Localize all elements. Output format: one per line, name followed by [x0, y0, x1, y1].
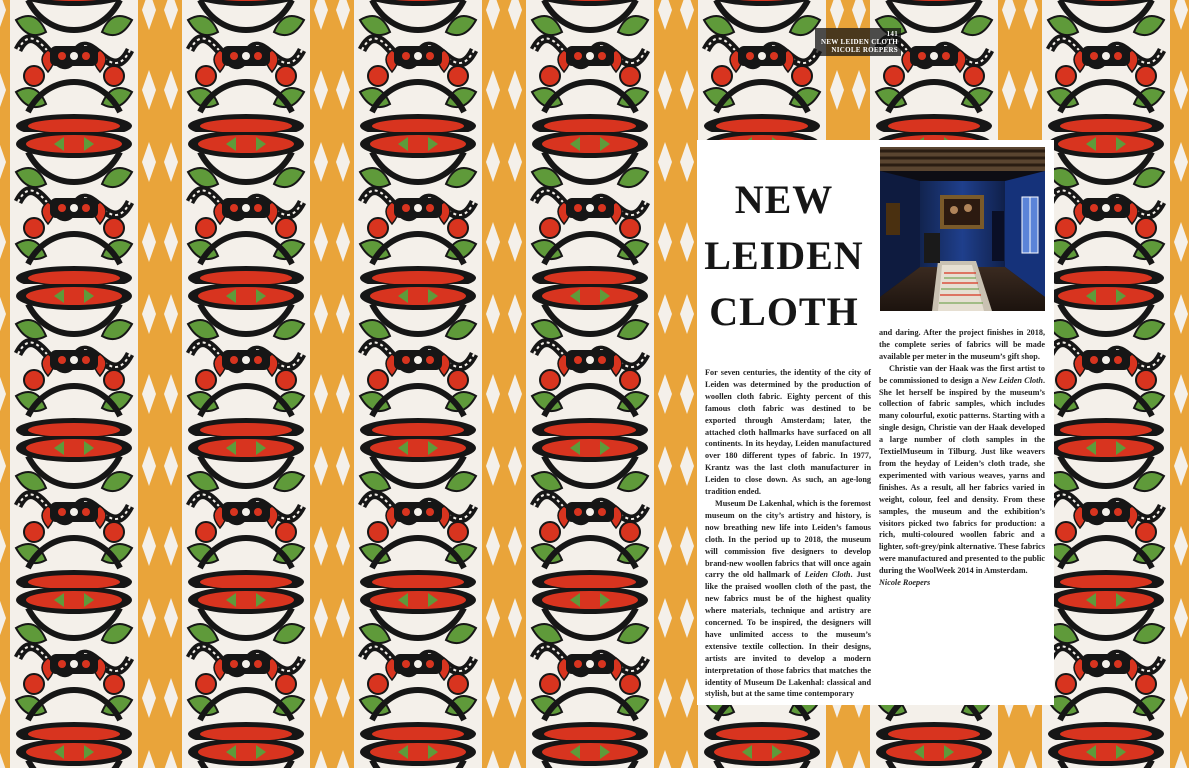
- article-column-right: [879, 327, 1045, 589]
- page-number: 141: [886, 30, 898, 38]
- title-line: CLOTH: [709, 289, 859, 334]
- paragraph-text: . Just like the praised woollen cloth of the past, the new fabrics must be of the highest quality where materials, technique and artistry are concerned. To be inspired, the designers will have unlimited access to the museum’s extensive textile collection. In their designs, artists are invited to develop a modern interpretation of those fabrics that matches the identity of Museum De Lakenhal: classical and stylish, but at the same time contemporary: [705, 570, 872, 699]
- paragraph: and daring. After the project finishes in 2018, the complete series of fabrics will be made available per meter in the museum’s gift shop.: [879, 328, 1045, 361]
- paragraph-text: Christie van der Haak was the first artist to be commissioned to design a: [879, 363, 1045, 385]
- emphasis-text: Leiden Cloth: [804, 570, 851, 580]
- author-signature: Nicole Roepers: [879, 578, 931, 588]
- title-line: LEIDEN: [704, 233, 864, 278]
- running-author: NICOLE ROEPERS: [831, 46, 898, 54]
- paragraph: For seven centuries, the identity of the city of Leiden was determined by the production of woollen cloth fabric. Eighty percent of this famous cloth fabric was destined to be exported through Amsterdam; later, the attached cloth hallmarks have surfaced on all continents. In its heyday, Leiden manufactured over 180 different types of fabric. In 1977, Krantz was the last cloth manufacturer in Leiden to close down. As such, an age-long tradition ended.: [705, 368, 871, 497]
- paragraph: [705, 498, 871, 700]
- paragraph: [879, 363, 1045, 577]
- title-line: NEW: [734, 177, 834, 222]
- paragraph-text: . She let herself be inspired by the museum’s collection of fabric samples, which includes many colourful, exotic patterns. Starting with a single design, Christie van der Haak developed a large number of cloth samples in the TextielMuseum in Tilburg. Just like weavers from the heyday of Leiden’s cloth trade, she experimented with various weaves, yarns and finishes. As a result, all her fabrics varied in weight, colour, feel and density. From these samples, the museum and the exhibition’s visitors picked two fabrics for production: a rich, multi-coloured woollen fabric and a lighter, soft-grey/pink alternative. These fabrics were manufactured and presented to the public during the WoolWeek 2014 in Amsterdam.: [879, 375, 1045, 576]
- museum-interior-photo: [880, 147, 1045, 311]
- article-title: [697, 172, 871, 340]
- article-column-left: [705, 367, 871, 700]
- running-header: [815, 28, 901, 56]
- running-title: NEW LEIDEN CLOTH: [820, 38, 898, 46]
- emphasis-text: New Leiden Cloth: [981, 375, 1043, 385]
- article-panel: [697, 140, 1054, 705]
- paragraph-text: Museum De Lakenhal, which is the foremost museum on the city’s artistry and history, is now breathing new life into Leiden’s famous cloth. In the period up to 2018, the museum will commission five designers to develop brand-new woollen fabrics that will once again carry the old hallmark of: [705, 498, 871, 580]
